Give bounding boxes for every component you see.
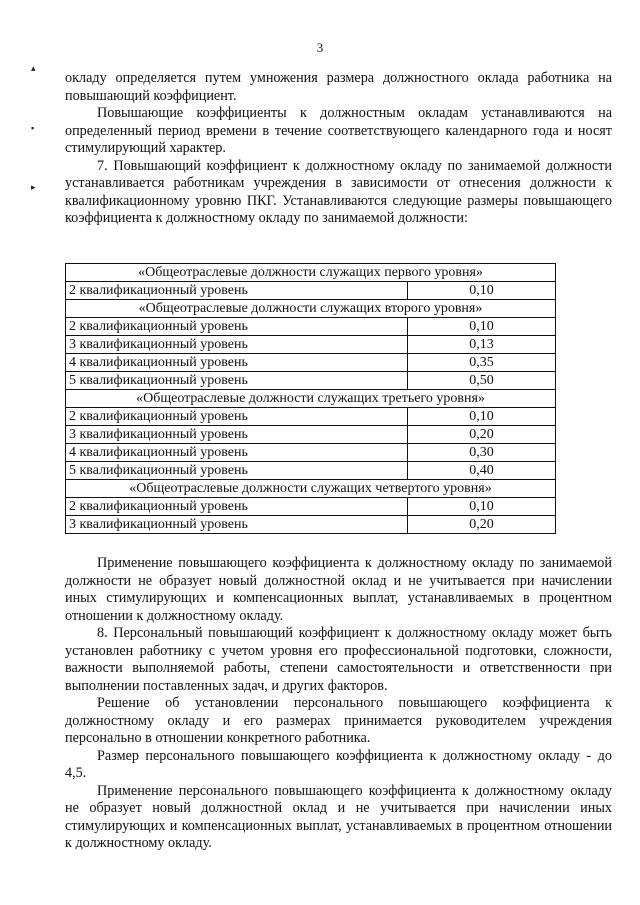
after-table-text <box>65 555 612 853</box>
scan-speck: ▸ <box>31 182 36 192</box>
value-cell: 0,10 <box>408 408 556 426</box>
table-row <box>66 426 556 444</box>
level-cell: 4 квалификационный уровень <box>66 354 408 372</box>
table-row <box>66 516 556 534</box>
table-row <box>66 336 556 354</box>
level-cell: 3 квалификационный уровень <box>66 516 408 534</box>
paragraph: Применение повышающего коэффициента к должностному окладу по занимаемой должности не образует новый должностной оклад и не учитывается при начислении иных стимулирующих и компенсационных выплат, устанавливаемых в процентном отношении к должностному окладу. <box>65 555 612 624</box>
level-cell: 3 квалификационный уровень <box>66 336 408 354</box>
value-cell: 0,50 <box>408 372 556 390</box>
paragraph: Размер персонального повышающего коэффициента к должностному окладу - до 4,5. <box>65 747 612 781</box>
level-cell: 2 квалификационный уровень <box>66 498 408 516</box>
level-cell: 5 квалификационный уровень <box>66 462 408 480</box>
table-group-header <box>66 300 556 318</box>
table-group-header <box>66 390 556 408</box>
value-cell: 0,10 <box>408 498 556 516</box>
value-cell: 0,30 <box>408 444 556 462</box>
group-title: «Общеотраслевые должности служащих первого уровня» <box>66 264 556 282</box>
value-cell: 0,20 <box>408 426 556 444</box>
group-title: «Общеотраслевые должности служащих третьего уровня» <box>66 390 556 408</box>
value-cell: 0,35 <box>408 354 556 372</box>
level-cell: 2 квалификационный уровень <box>66 408 408 426</box>
table-row <box>66 444 556 462</box>
coefficient-table <box>65 263 556 534</box>
paragraph: Решение об установлении персонального повышающего коэффициента к должностному окладу и его размерах принимается руководителем учреждения персонально в отношении конкретного работника. <box>65 695 612 746</box>
paragraph: 8. Персональный повышающий коэффициент к должностному окладу может быть установлен работнику с учетом уровня его профессиональной подготовки, сложности, важности выполняемой работы, степени самостоятельности и ответственности при выполнении поставленных задач, и других факторов. <box>65 625 612 694</box>
level-cell: 2 квалификационный уровень <box>66 282 408 300</box>
scan-speck: ▪ <box>31 123 35 133</box>
page-number: 3 <box>316 40 324 55</box>
level-cell: 4 квалификационный уровень <box>66 444 408 462</box>
table-group-header <box>66 264 556 282</box>
group-title: «Общеотраслевые должности служащих четвертого уровня» <box>66 480 556 498</box>
paragraph: 7. Повышающий коэффициент к должностному окладу по занимаемой должности устанавливается работникам учреждения в зависимости от отнесения должности к квалификационному уровню ПКГ. Устанавливаются следующие размеры повышающего коэффициента к должностному окладу по занимаемой должности: <box>65 157 612 226</box>
value-cell: 0,20 <box>408 516 556 534</box>
value-cell: 0,10 <box>408 318 556 336</box>
table-row <box>66 354 556 372</box>
group-title: «Общеотраслевые должности служащих второго уровня» <box>66 300 556 318</box>
table-row <box>66 318 556 336</box>
level-cell: 2 квалификационный уровень <box>66 318 408 336</box>
table-row <box>66 462 556 480</box>
table-row <box>66 408 556 426</box>
paragraph: окладу определяется путем умножения размера должностного оклада работника на повышающий коэффициент. <box>65 70 612 104</box>
level-cell: 3 квалификационный уровень <box>66 426 408 444</box>
scan-speck: ▴ <box>31 63 36 73</box>
table-group-header <box>66 480 556 498</box>
table-row <box>66 498 556 516</box>
table-row <box>66 372 556 390</box>
intro-text <box>65 70 612 228</box>
value-cell: 0,13 <box>408 336 556 354</box>
paragraph: Повышающие коэффициенты к должностным окладам устанавливаются на определенный период времени в течение соответствующего календарного года и носят стимулирующий характер. <box>65 105 612 156</box>
value-cell: 0,40 <box>408 462 556 480</box>
table-row <box>66 282 556 300</box>
level-cell: 5 квалификационный уровень <box>66 372 408 390</box>
value-cell: 0,10 <box>408 282 556 300</box>
paragraph: Применение персонального повышающего коэффициента к должностному окладу не образует новый должностной оклад и не учитывается при начислении иных стимулирующих и компенсационных выплат, устанавливаемых в процентном отношении к должностному окладу. <box>65 782 612 851</box>
